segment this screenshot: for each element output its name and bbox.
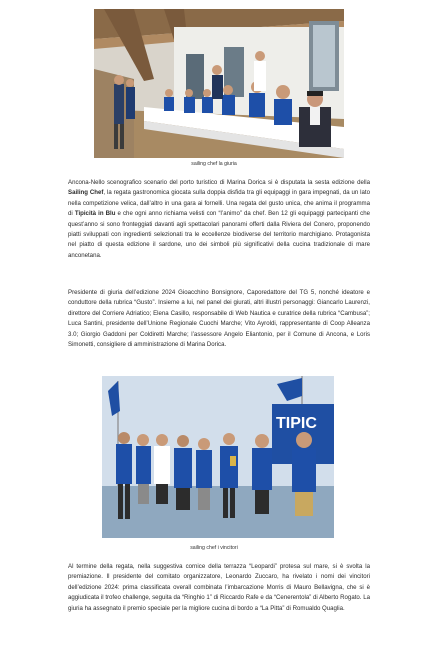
photo-caption-winners: sailing chef i vincitori [190, 545, 238, 551]
photo-jury [94, 9, 344, 158]
bold-tipicita-in-blu: Tipicità in Blu [74, 210, 116, 218]
paragraph-intro: Ancona-Nello scenografico scenario del porto turistico di Marina Dorica si è disputata la sesta edizione della Sailing Chef, la regata gastronomica giocata sulla doppia disfida tra gli equipaggi in gara impegnati, da un lato nella competizione velica, dall’altro in una gara ai fornelli. Una regata del gusto unica, che anima il programma di Tipicità in Blu e che ogni anno richiama velisti con “l’animo” da chef. Ben 12 gli equipaggi partecipanti che quest’anno si sono fronteggiati davanti agli spettacolari panorami offerti dalla Riviera del Conero, proponendo piatti sviluppati con ingredienti selezionati tra le eccellenze biodiverse del territorio marchigiano. Protagonista nel piatto di questa edizione il sardone, uno dei simboli più significativi della cucina tradizionale di mare anconetana. [68, 179, 370, 259]
paragraph-jury: Presidente di giuria dell’edizione 2024 Gioacchino Bonsignore, Caporedattore del TG 5, nonché ideatore e conduttore della rubrica “Gusto”. Insieme a lui, nel panel dei giurati, altri illustri personaggi: Giancarlo Laurenzi, direttore del Corriere Adriatico; Elena Casillo, responsabile di Web Nautica e curatrice della rubrica “Cambusa”; Luca Santini, presidente dell’Unione Regionale Cuochi Marche; Vito Ayroldi, rappresentante di Coop Alleanza 3.0; Giorgio Gaddoni per Coldiretti Marche; l’assessore Angelo Eliantonio, per il Comune di Ancona, e Loris Simonetti, consigliere di amministrazione di Marina Dorica. [68, 289, 370, 349]
paragraph-awards: Al termine della regata, nella suggestiva cornice della terrazza “Leopardi” protesa sul mare, si è svolta la premiazione. Il presidente del comitato organizzatore, Leonardo Zuccaro, ha rivelato i nomi dei vincitori dell’edizione 2024: prima classificata overall combinata l’imbarcazione Morris di Mauro Bellavigna, che si è aggiudicata il trofeo challenge, seguita da “Ringhio 1” di Riccardo Rafe e da “Cenerentola” di Alberto Rogato. La giuria ha assegnato il premio speciale per la migliore cucina di bordo a “La Pitta” di Romualdo Quaglia. [68, 563, 370, 612]
photo-winners [102, 376, 334, 538]
photo-caption-jury: sailing chef la giuria [191, 161, 237, 167]
banner-text: TIPIC [276, 415, 317, 432]
bold-sailing-chef: Sailing Chef [68, 189, 104, 197]
